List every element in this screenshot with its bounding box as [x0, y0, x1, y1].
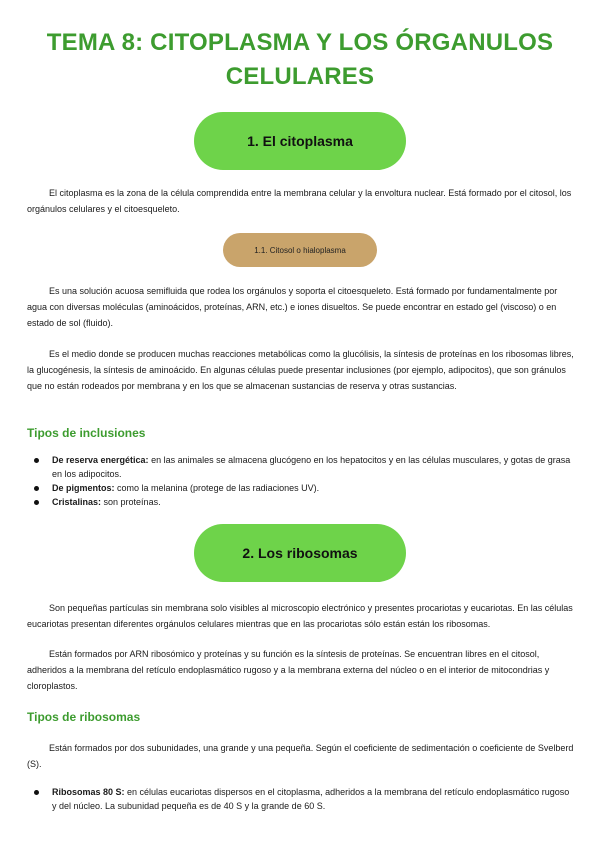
citosol-paragraph-2: Es el medio donde se producen muchas reacciones metabólicas como la glucólisis, la síntesis de proteínas en los ribosomas libres, la glucogénesis, la síntesis de aminoácido. En algunas células puede presentar inclusiones (por ejemplo, adipocitos), que son gránulos que no están rodeados por membrana y en los que se almacenan sustancias de reserva y otras sustancias. — [27, 349, 574, 391]
inclusions-heading: Tipos de inclusiones — [27, 426, 146, 440]
list-item: De reserva energética: en las animales se almacena glucógeno en los hepatocitos y en las células musculares, y gotas de grasa en los adipocitos. — [32, 453, 572, 481]
bullet-icon — [34, 458, 39, 463]
list-item: Ribosomas 80 S: en células eucariotas dispersos en el citoplasma, adheridos a la membrana del retículo endoplasmático rugoso y del núcleo. La subunidad pequeña es de 40 S y la grande de 60 S. — [32, 785, 572, 813]
list-item: De pigmentos: como la melanina (protege de las radiaciones UV). — [32, 481, 572, 495]
section-1-heading — [194, 112, 406, 170]
page-title-line-1: TEMA 8: CITOPLASMA Y LOS ÓRGANULOS — [46, 29, 554, 56]
inclusions-list — [32, 453, 572, 509]
ribosome-types-heading: Tipos de ribosomas — [27, 710, 141, 724]
section-2-heading-text: 2. Los ribosomas — [242, 545, 358, 561]
bullet-icon — [34, 790, 39, 795]
section-2-heading — [194, 524, 406, 582]
page-title — [20, 26, 580, 94]
citosol-paragraph-1: Es una solución acuosa semifluida que rodea los orgánulos y soporta el citoesqueleto. Está formado por fundamentalmente por agua con diversas moléculas (aminoácidos, proteínas, ARN, etc.) e iones disueltos. Se puede encontrar en estado gel (viscoso) o en estado de sol (fluido). — [27, 286, 558, 328]
subsection-1-1-label: 1.1. Citosol o hialoplasma — [254, 245, 346, 255]
bullet-icon — [34, 486, 39, 491]
list-item: Cristalinas: son proteínas. — [32, 495, 572, 509]
ribosome-types-list — [32, 785, 572, 813]
ribosomes-paragraph-2: Están formados por ARN ribosómico y proteínas y su función es la síntesis de proteínas. Se encuentran libres en el citosol, adheridos a la membrana del retículo endoplasmático rugoso y a la membrana externa del núcleo o en el interior de mitocondrias y cloroplastos. — [27, 649, 550, 691]
bullet-icon — [34, 500, 39, 505]
ribosomes-paragraph-1: Son pequeñas partículas sin membrana solo visibles al microscopio electrónico y presentes procariotas y eucariotas. En las células eucariotas presentan diferentes orgánulos celulares mientras que en las procariotas sólo están están los ribosomas. — [27, 603, 573, 629]
ribosomes-paragraph-3: Están formados por dos subunidades, una grande y una pequeña. Según el coeficiente de sedimentación o coeficiente de Svelberd (S). — [27, 743, 574, 769]
section-1-heading-text: 1. El citoplasma — [247, 133, 353, 149]
page-title-line-2: CELULARES — [225, 63, 375, 90]
subsection-1-1-pill — [223, 233, 377, 267]
section-1-intro: El citoplasma es la zona de la célula comprendida entre la membrana celular y la envoltura nuclear. Está formado por el citosol, los orgánulos celulares y el citoesqueleto. — [27, 188, 572, 214]
